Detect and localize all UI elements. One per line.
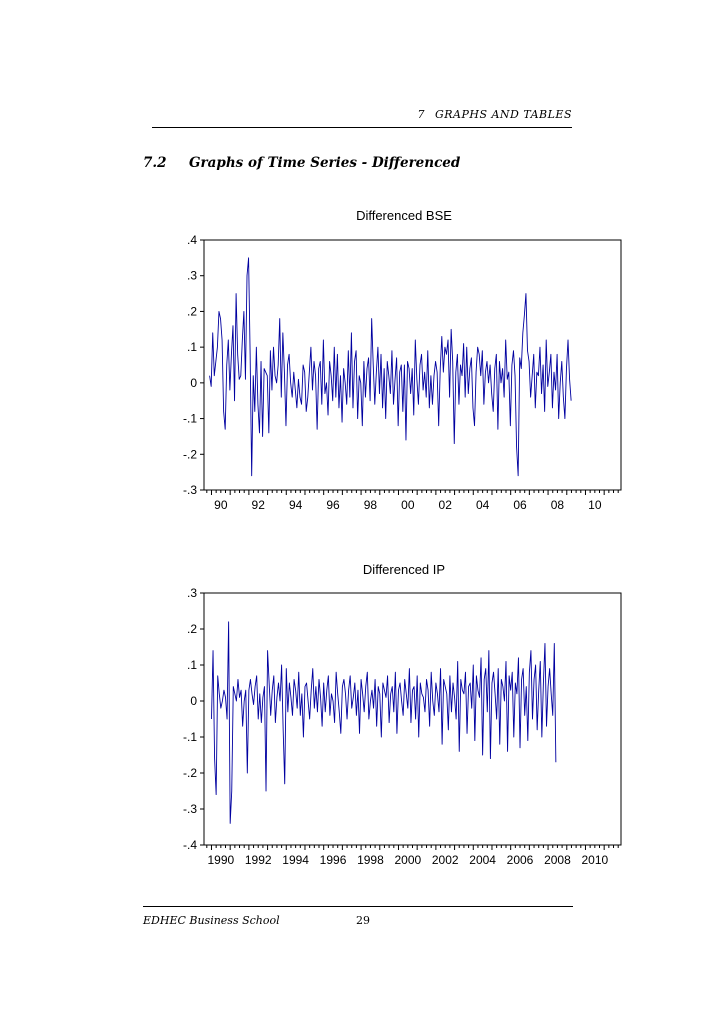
y-tick-label: .1 bbox=[186, 340, 197, 355]
y-tick-label: .2 bbox=[186, 304, 197, 319]
y-tick-label: .4 bbox=[186, 233, 197, 247]
section-number: 7.2 bbox=[143, 155, 167, 171]
y-tick-label: -.1 bbox=[182, 730, 197, 744]
header-section-number: 7 bbox=[417, 108, 425, 121]
x-tick-label: 2010 bbox=[581, 853, 609, 867]
section-title: Graphs of Time Series - Differenced bbox=[189, 155, 461, 171]
footer-rule bbox=[143, 906, 573, 907]
chart-title: Differenced IP bbox=[362, 562, 446, 577]
x-tick-label: 92 bbox=[251, 498, 265, 512]
x-tick-label: 00 bbox=[401, 498, 415, 512]
x-tick-label: 2002 bbox=[431, 853, 459, 867]
y-tick-label: .3 bbox=[186, 586, 197, 600]
x-tick-label: 90 bbox=[214, 498, 228, 512]
series-line bbox=[211, 622, 555, 824]
y-tick-label: 0 bbox=[190, 375, 197, 390]
chart-title: Differenced BSE bbox=[356, 208, 452, 223]
x-tick-label: 2004 bbox=[469, 853, 496, 867]
y-tick-label: .2 bbox=[186, 622, 197, 636]
y-tick-label: -.2 bbox=[182, 766, 197, 780]
y-tick-label: -.2 bbox=[182, 447, 197, 462]
x-tick-label: 04 bbox=[475, 498, 490, 512]
x-tick-label: 1992 bbox=[244, 853, 272, 867]
y-tick-label: .1 bbox=[186, 658, 197, 672]
x-tick-label: 1998 bbox=[357, 853, 384, 867]
x-tick-label: 06 bbox=[513, 498, 527, 512]
x-tick-label: 96 bbox=[326, 498, 340, 512]
x-tick-label: 2000 bbox=[394, 853, 422, 867]
x-tick-label: 02 bbox=[438, 498, 452, 512]
footer-page-number: 29 bbox=[356, 914, 370, 927]
x-tick-label: 98 bbox=[363, 498, 378, 512]
y-tick-label: 0 bbox=[190, 694, 197, 708]
y-tick-label: -.1 bbox=[182, 411, 197, 426]
x-tick-label: 1994 bbox=[282, 853, 309, 867]
x-tick-label: 2008 bbox=[544, 853, 571, 867]
y-tick-label: -.4 bbox=[182, 838, 197, 852]
y-tick-label: .3 bbox=[186, 268, 197, 283]
y-tick-label: -.3 bbox=[182, 802, 197, 816]
x-tick-label: 1996 bbox=[319, 853, 347, 867]
y-tick-label: -.3 bbox=[182, 483, 197, 497]
x-tick-label: 10 bbox=[588, 498, 602, 512]
x-tick-label: 08 bbox=[550, 498, 565, 512]
x-tick-label: 2006 bbox=[506, 853, 534, 867]
x-tick-label: 94 bbox=[288, 498, 303, 512]
header-section-title: GRAPHS AND TABLES bbox=[434, 108, 572, 121]
footer-institution: EDHEC Business School bbox=[143, 914, 280, 927]
x-tick-label: 1990 bbox=[207, 853, 235, 867]
